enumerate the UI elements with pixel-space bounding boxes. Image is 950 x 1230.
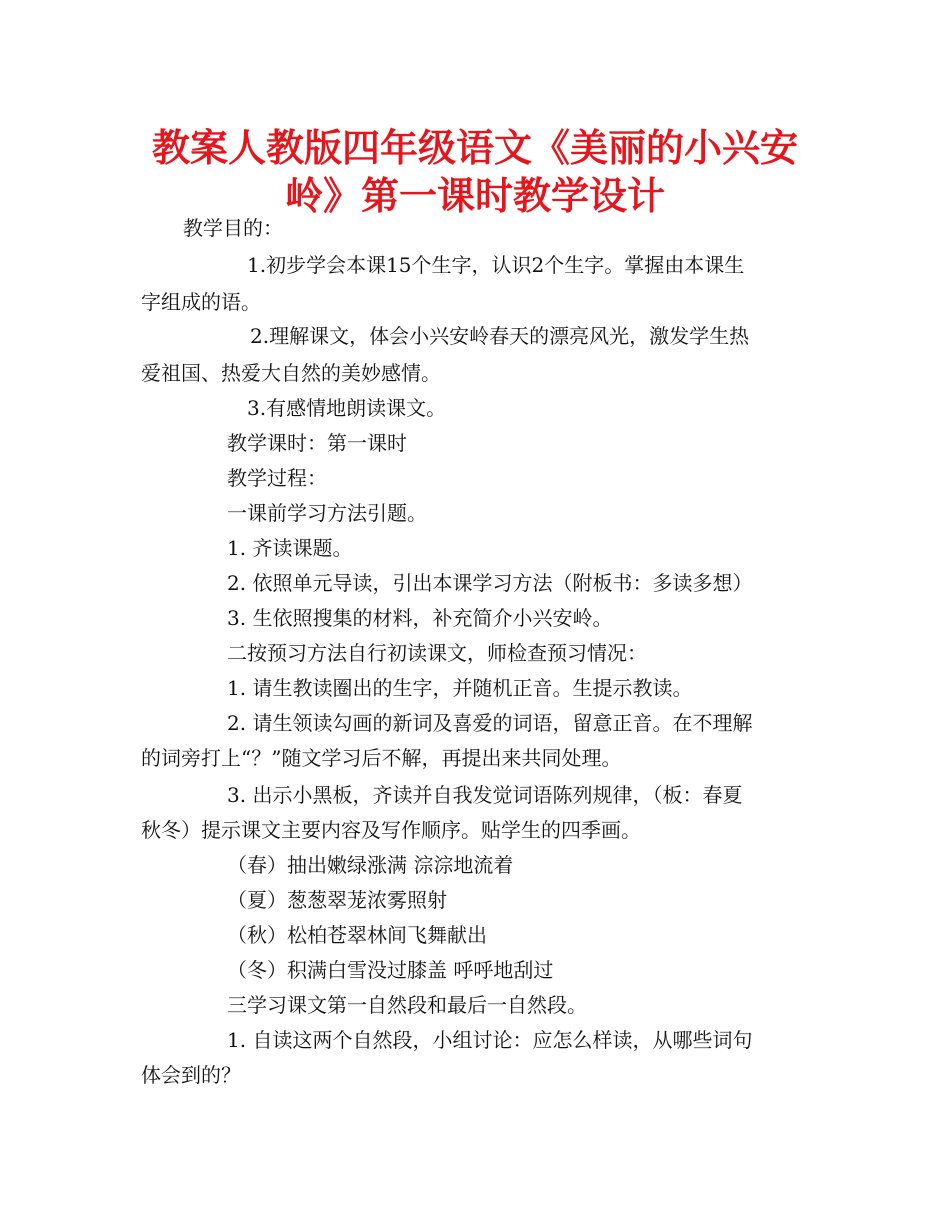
document-title-line-1: 教案人教版四年级语文《美丽的小兴安 xyxy=(151,126,798,170)
text-line: 1. 齐读课题。 xyxy=(227,536,353,560)
text-line: （冬）积满白雪没过膝盖 呼呼地刮过 xyxy=(227,958,554,982)
text-line: 体会到的？ xyxy=(141,1063,241,1087)
text-line: 2. 请生领读勾画的新词及喜爱的词语，留意正音。在不理解 xyxy=(227,711,753,735)
text-line: 1.初步学会本课15个生字，认识2个生字。掌握由本课生 xyxy=(247,253,745,277)
text-line: 3. 出示小黑板，齐读并自我发觉词语陈列规律，（板：春夏 xyxy=(227,783,743,807)
text-line: 教学过程： xyxy=(227,466,327,490)
text-line: 2.理解课文，体会小兴安岭春天的漂亮风光，激发学生热 xyxy=(250,324,750,348)
text-line: 爱祖国、热爱大自然的美妙感情。 xyxy=(141,361,441,385)
text-line: 教学目的： xyxy=(183,216,283,240)
text-line: 教学课时：第一课时 xyxy=(227,431,407,455)
text-line: 二按预习方法自行初读课文，师检查预习情况： xyxy=(227,641,647,665)
text-line: （夏）葱葱翠茏浓雾照射 xyxy=(227,888,447,912)
text-line: （秋）松柏苍翠林间飞舞献出 xyxy=(227,923,487,947)
text-line: 字组成的语。 xyxy=(141,290,261,314)
text-line: 3. 生依照搜集的材料，补充简介小兴安岭。 xyxy=(227,606,613,630)
text-line: （春）抽出嫩绿涨满 淙淙地流着 xyxy=(227,853,514,877)
document-title-line-2: 岭》第一课时教学设计 xyxy=(284,174,665,218)
text-line: 3.有感情地朗读课文。 xyxy=(247,396,447,420)
text-line: 一课前学习方法引题。 xyxy=(227,501,427,525)
text-line: 三学习课文第一自然段和最后一自然段。 xyxy=(227,993,587,1017)
text-line: 的词旁打上“？”随文学习后不解，再提出来共同处理。 xyxy=(141,746,622,770)
text-line: 秋冬）提示课文主要内容及写作顺序。贴学生的四季画。 xyxy=(141,818,641,842)
text-line: 1. 自读这两个自然段，小组讨论：应怎么样读，从哪些词句 xyxy=(227,1028,753,1052)
text-line: 1. 请生教读圈出的生字，并随机正音。生提示教读。 xyxy=(227,676,693,700)
text-line: 2. 依照单元导读，引出本课学习方法（附板书：多读多想） xyxy=(227,571,753,595)
